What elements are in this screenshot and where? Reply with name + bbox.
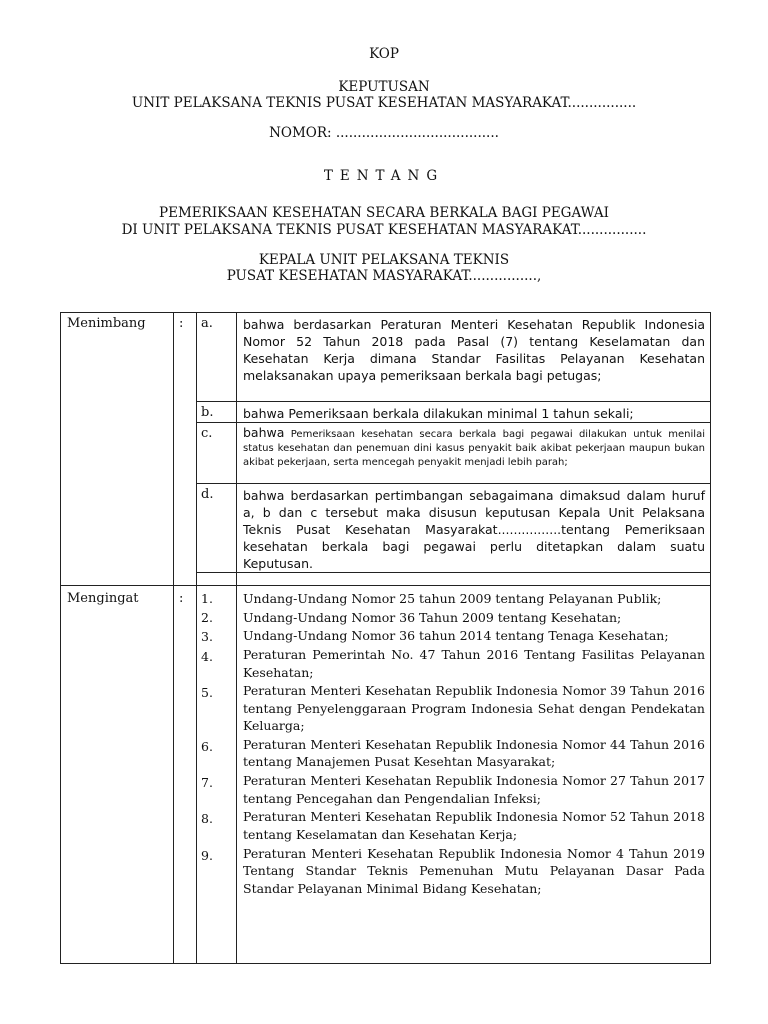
spacer-cell <box>197 573 237 586</box>
mengingat-number: 5. <box>201 684 213 700</box>
menimbang-label: Menimbang <box>61 313 174 586</box>
subject-line-2: DI UNIT PELAKSANA TEKNIS PUSAT KESEHATAN MASYARAKAT................ <box>121 222 647 238</box>
mengingat-item: Undang-Undang Nomor 25 tahun 2009 tentang Pelayanan Publik; <box>243 591 662 606</box>
kepala-line-1: KEPALA UNIT PELAKSANA TEKNIS <box>258 252 510 268</box>
mengingat-number: 2. <box>201 610 213 626</box>
mengingat-number: 6. <box>201 738 213 754</box>
menimbang-letter: a. <box>197 313 237 402</box>
mengingat-label: Mengingat <box>61 586 174 964</box>
mengingat-item: Peraturan Menteri Kesehatan Republik Indonesia Nomor 52 Tahun 2018 tentang Keselamatan dan Kesehatan Kerja; <box>243 809 705 842</box>
subject-line-1: PEMERIKSAAN KESEHATAN SECARA BERKALA BAGI PEGAWAI <box>159 205 609 221</box>
mengingat-item: Peraturan Menteri Kesehatan Republik Indonesia Nomor 27 Tahun 2017 tentang Pencegahan dan Pengendalian Infeksi; <box>243 773 705 806</box>
mengingat-number: 7. <box>201 775 213 791</box>
mengingat-colon: : <box>174 586 197 964</box>
menimbang-text: bahwa berdasarkan Peraturan Menteri Kesehatan Republik Indonesia Nomor 52 Tahun 2018 pada Pasal (7) tentang Keselamatan dan Kesehatan Kerja dimana Standar Fasilitas Pelayanan Kesehatan melaksanakan upaya pemeriksaan berkala bagi petugas; <box>237 313 711 402</box>
mengingat-item: Undang-Undang Nomor 36 Tahun 2009 tentang Kesehatan; <box>243 609 622 625</box>
menimbang-text <box>237 423 711 484</box>
mengingat-number: 8. <box>201 811 213 827</box>
menimbang-letter: b. <box>197 402 237 423</box>
mengingat-row <box>61 586 711 964</box>
nomor-line: NOMOR: ...................................... <box>269 125 499 141</box>
mengingat-number: 1. <box>201 591 213 606</box>
mengingat-item: Peraturan Menteri Kesehatan Republik Indonesia Nomor 4 Tahun 2019 Tentang Standar Teknis Pemenuhan Mutu Pelayanan Dasar Pada Standar Pelayanan Minimal Bidang Kesehatan; <box>243 845 705 896</box>
menimbang-colon: : <box>174 313 197 586</box>
mengingat-number: 9. <box>201 847 213 863</box>
mengingat-number: 3. <box>201 629 213 645</box>
mengingat-item: Peraturan Menteri Kesehatan Republik Indonesia Nomor 44 Tahun 2016 tentang Manajemen Pusat Kesehtan Masyarakat; <box>243 736 705 770</box>
spacer-cell <box>237 573 711 586</box>
mengingat-number: 4. <box>201 648 213 664</box>
mengingat-item: Peraturan Pemerintah No. 47 Tahun 2016 Tentang Fasilitas Pelayanan Kesehatan; <box>243 647 705 680</box>
mengingat-num-list <box>201 590 236 900</box>
menimbang-text-lead: bahwa <box>243 425 285 440</box>
menimbang-text: bahwa Pemeriksaan berkala dilakukan minimal 1 tahun sekali; <box>237 402 711 423</box>
mengingat-item: Peraturan Menteri Kesehatan Republik Indonesia Nomor 39 Tahun 2016 tentang Penyelenggaraan Program Indonesia Sehat dengan Pendekatan Keluarga; <box>243 683 705 734</box>
menimbang-letter: d. <box>197 484 237 573</box>
considerations-table <box>60 312 711 964</box>
menimbang-text-body: Pemeriksaan kesehatan secara berkala bagi pegawai dilakukan untuk menilai status kesehatan dan penemuan dini kasus penyakit baik akibat pekerjaan maupun bukan akibat pekerjaan, serta mencegah penyakit menjadi lebih parah; <box>243 429 705 468</box>
tentang-heading: TENTANG <box>323 168 445 184</box>
mengingat-item: Undang-Undang Nomor 36 tahun 2014 tentang Tenaga Kesehatan; <box>243 628 669 644</box>
kepala-line-2: PUSAT KESEHATAN MASYARAKAT................, <box>226 268 542 284</box>
unit-heading: UNIT PELAKSANA TEKNIS PUSAT KESEHATAN MASYARAKAT................ <box>131 95 637 111</box>
keputusan-heading: KEPUTUSAN <box>338 79 430 95</box>
mengingat-items <box>237 586 711 964</box>
menimbang-row-a <box>61 313 711 402</box>
kop-heading: KOP <box>369 46 399 62</box>
menimbang-text: bahwa berdasarkan pertimbangan sebagaimana dimaksud dalam huruf a, b dan c tersebut maka disusun keputusan Kepala Unit Pelaksana Teknis Pusat Kesehatan Masyarakat................tentang Pemeriksaan kesehatan berkala bagi pegawai perlu ditetapkan dalam suatu Keputusan. <box>237 484 711 573</box>
menimbang-letter: c. <box>197 423 237 484</box>
mengingat-numbers <box>197 586 237 964</box>
